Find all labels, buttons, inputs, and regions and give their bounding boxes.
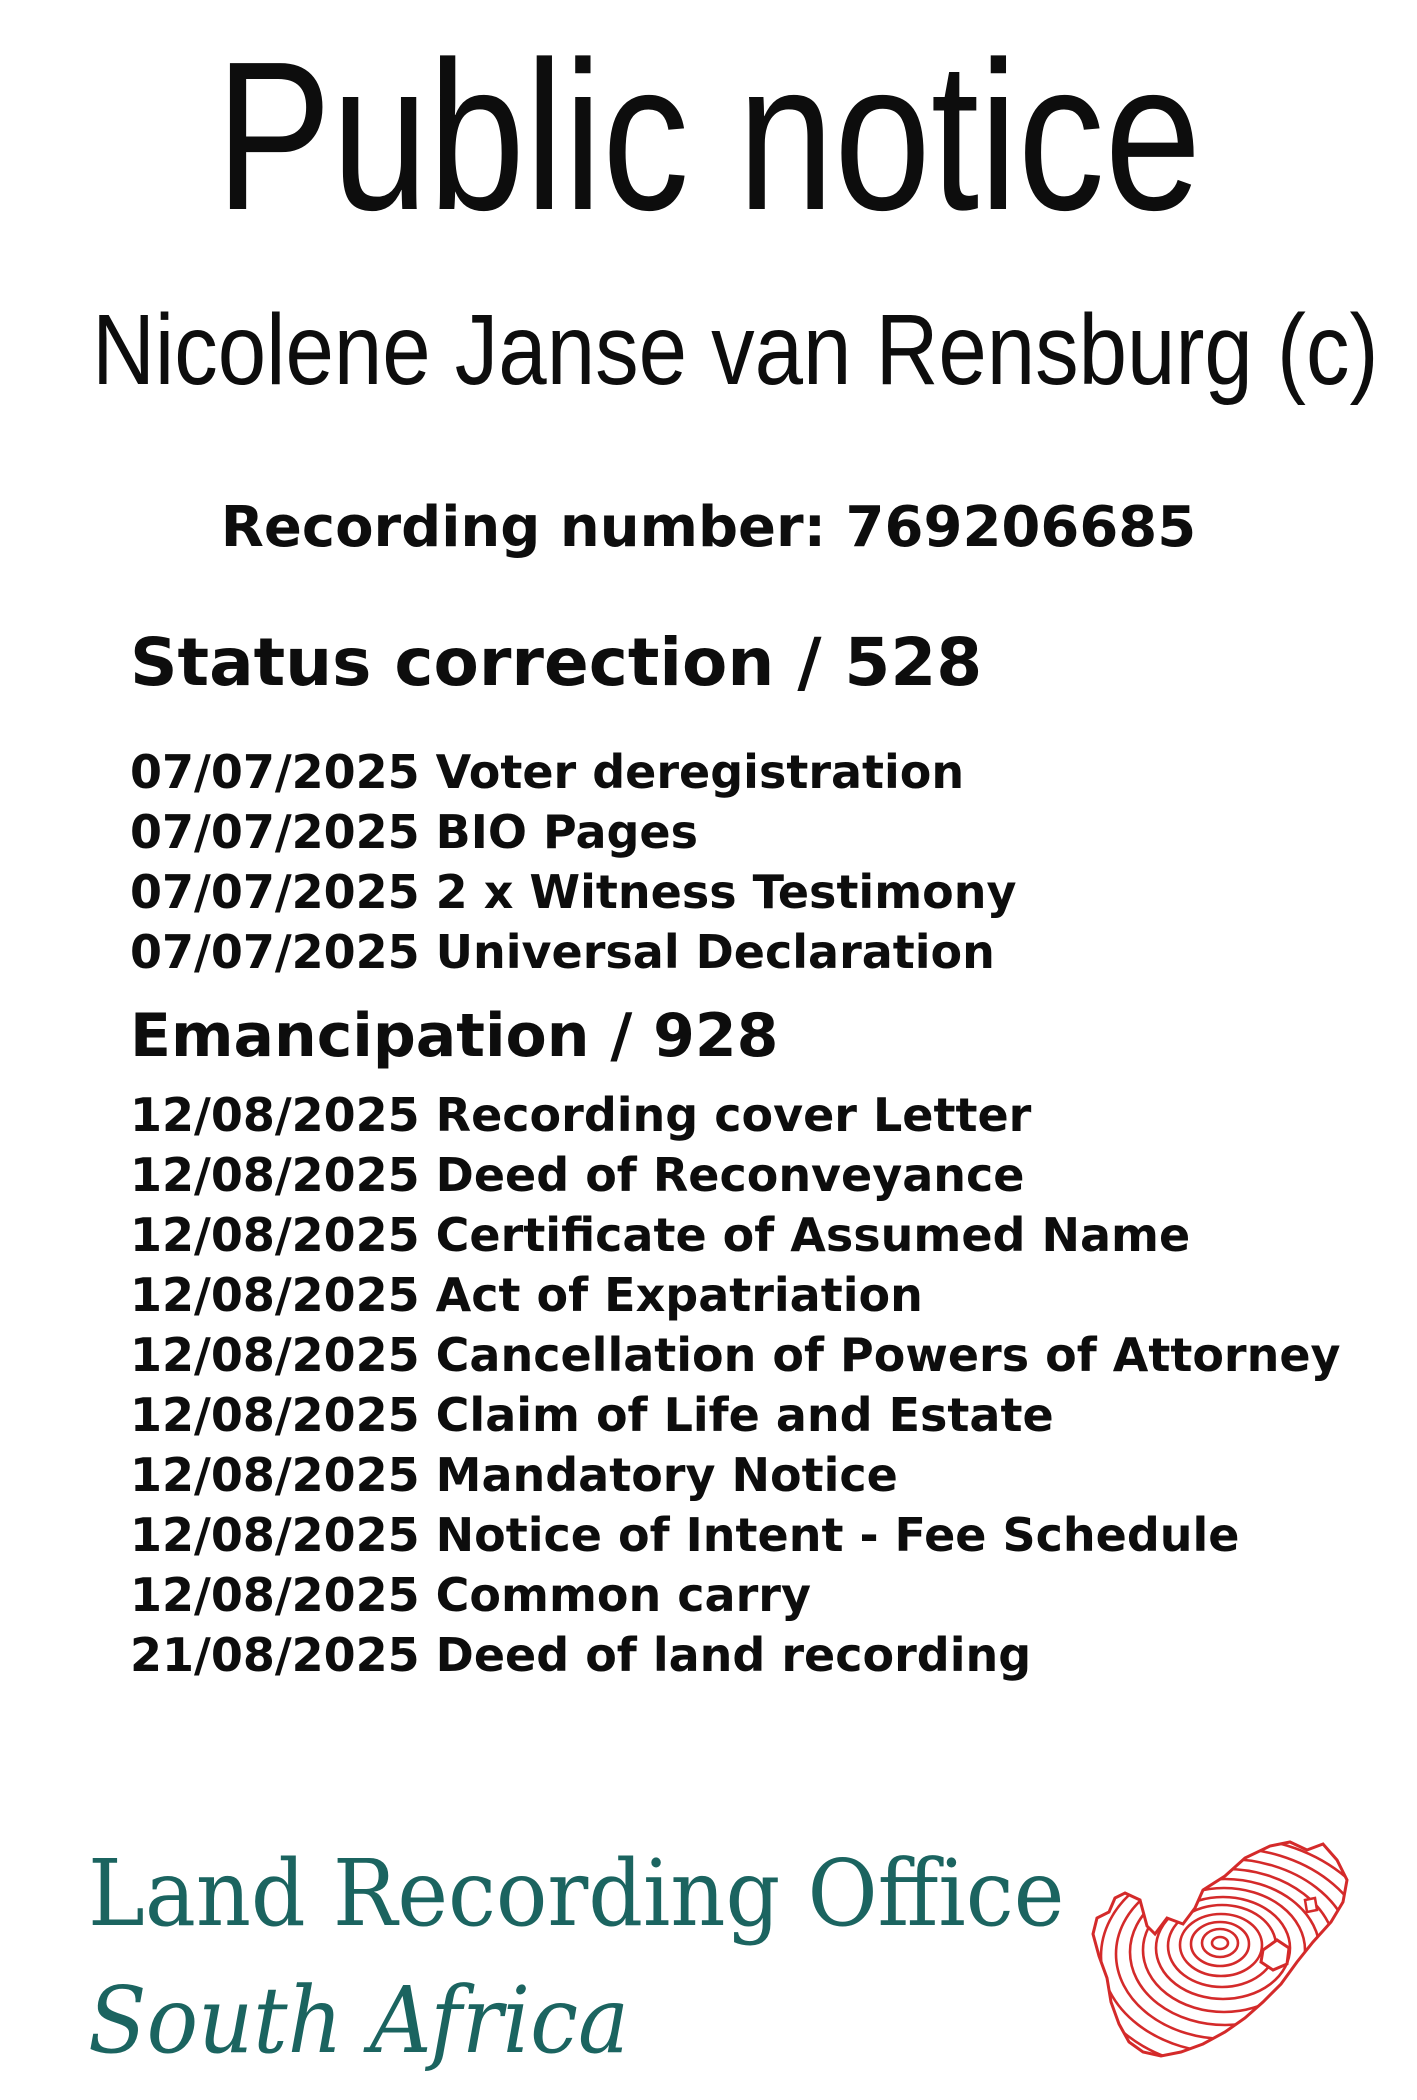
person-name: Nicolene Janse van Rensburg (c) <box>92 294 1379 406</box>
status-correction-list <box>130 742 1016 982</box>
section-heading-emancipation: Emancipation / 928 <box>130 1001 779 1071</box>
list-item: 12/08/2025 Certificate of Assumed Name <box>130 1208 1191 1262</box>
list-item: 12/08/2025 Claim of Life and Estate <box>130 1388 1054 1442</box>
list-item: 07/07/2025 BIO Pages <box>130 805 698 859</box>
organization-country: South Africa <box>88 1967 630 2074</box>
emancipation-list <box>130 1085 1341 1685</box>
list-item: 12/08/2025 Cancellation of Powers of Attorney <box>130 1328 1341 1382</box>
list-item: 21/08/2025 Deed of land recording <box>130 1628 1032 1682</box>
list-item: 12/08/2025 Notice of Intent - Fee Schedule <box>130 1508 1240 1562</box>
section-heading-status-correction: Status correction / 528 <box>130 624 983 701</box>
list-item: 07/07/2025 Voter deregistration <box>130 745 965 799</box>
notice-title: Public notice <box>215 17 1202 254</box>
list-item: 07/07/2025 2 x Witness Testimony <box>130 865 1017 919</box>
list-item: 12/08/2025 Mandatory Notice <box>130 1448 898 1502</box>
list-item: 12/08/2025 Deed of Reconveyance <box>130 1148 1025 1202</box>
recording-number: Recording number: 769206685 <box>220 495 1197 560</box>
list-item: 07/07/2025 Universal Declaration <box>130 925 995 979</box>
south-africa-fingerprint-map-icon <box>1085 1838 1355 2068</box>
list-item: 12/08/2025 Act of Expatriation <box>130 1268 923 1322</box>
list-item: 12/08/2025 Recording cover Letter <box>130 1088 1032 1142</box>
organization-name: Land Recording Office <box>88 1840 1065 1947</box>
list-item: 12/08/2025 Common carry <box>130 1568 811 1622</box>
